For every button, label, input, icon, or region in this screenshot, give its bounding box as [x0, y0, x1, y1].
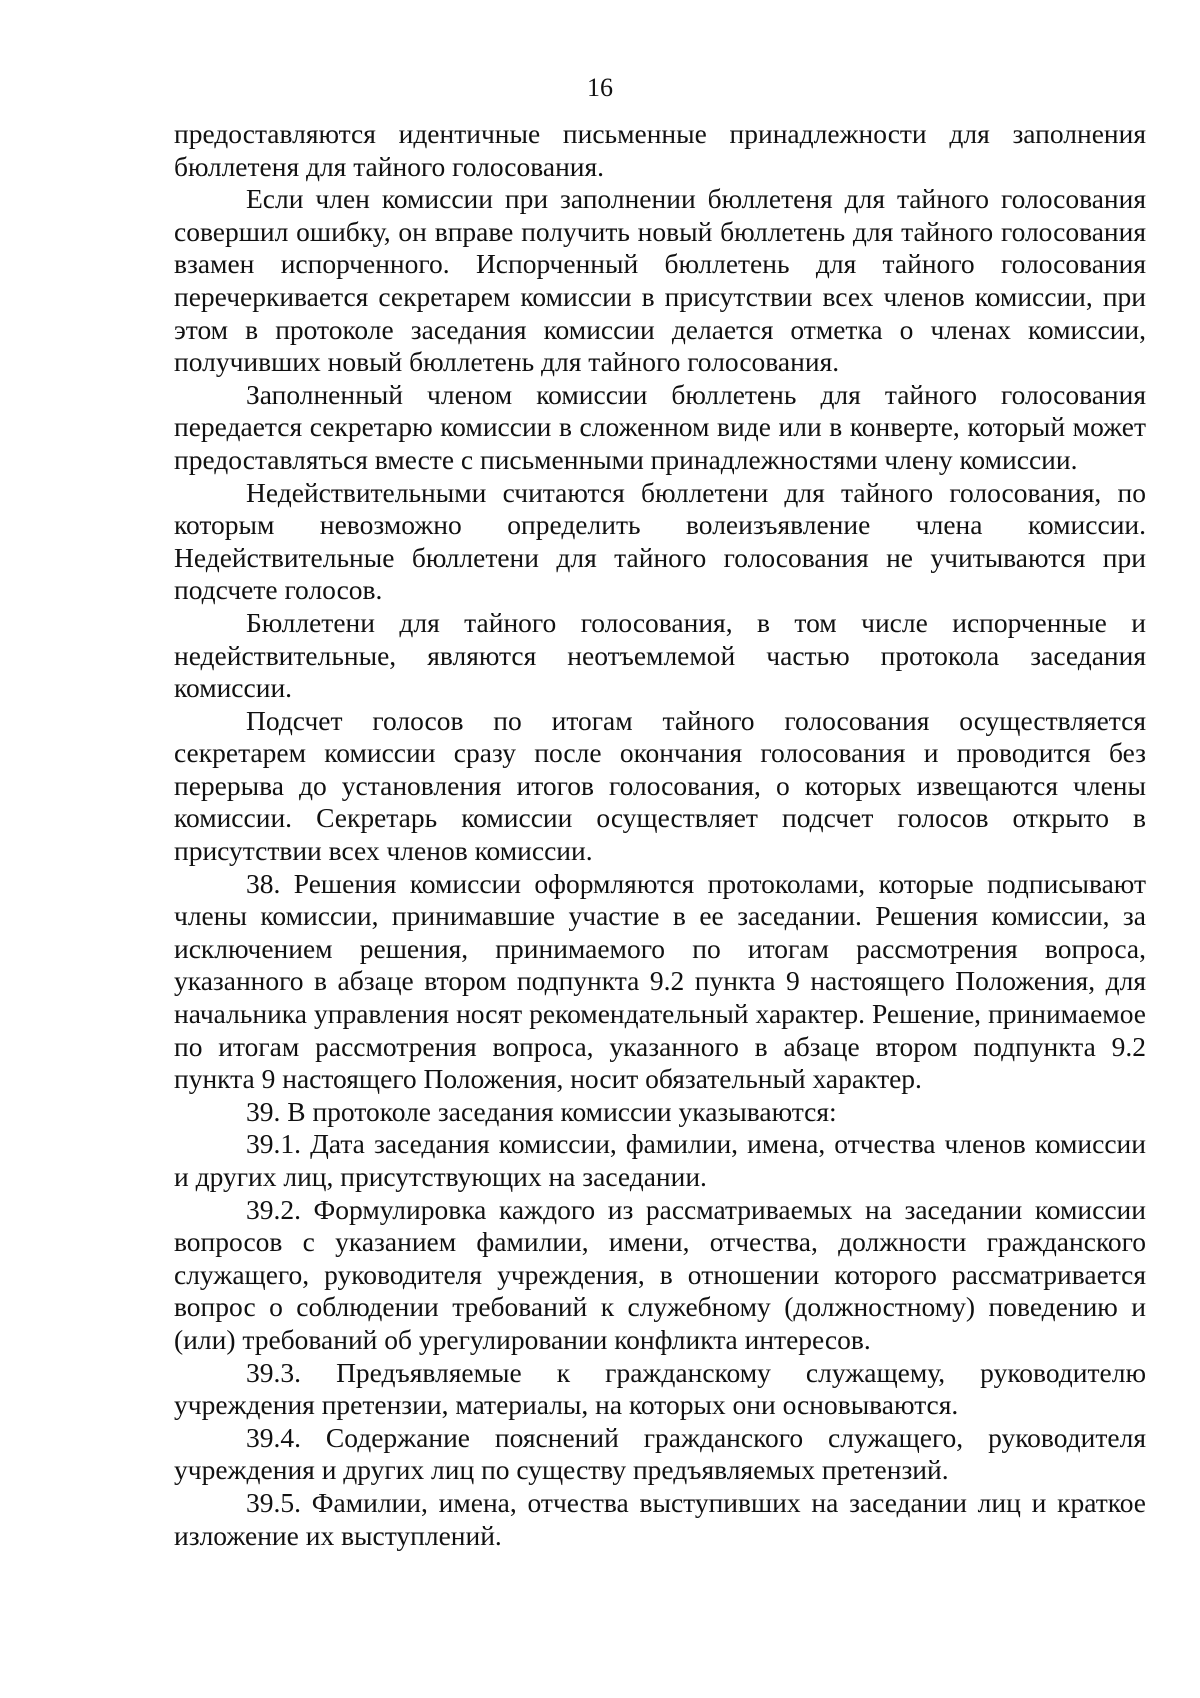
paragraph: Недействительными считаются бюллетени для тайного голосования, по которым невозможно определить волеизъявление члена комиссии. Недействительные бюллетени для тайного голосования не учитываются при подсчете голосов. [174, 476, 1146, 606]
paragraph-39-4: 39.4. Содержание пояснений гражданского служащего, руководителя учреждения и других лиц по существу предъявляемых претензий. [174, 1421, 1146, 1486]
paragraph: Подсчет голосов по итогам тайного голосования осуществляется секретарем комиссии сразу после окончания голосования и проводится без перерыва до установления итогов голосования, о которых извещаются члены комиссии. Секретарь комиссии осуществляет подсчет голосов открыто в присутствии всех членов комиссии. [174, 704, 1146, 867]
paragraph-39-5: 39.5. Фамилии, имена, отчества выступивших на заседании лиц и краткое изложение их выступлений. [174, 1486, 1146, 1551]
paragraph-38: 38. Решения комиссии оформляются протоколами, которые подписывают члены комиссии, принимавшие участие в ее заседании. Решения комиссии, за исключением решения, принимаемого по итогам рассмотрения вопроса, указанного в абзаце втором подпункта 9.2 пункта 9 настоящего Положения, для начальника управления носят рекомендательный характер. Решение, принимаемое по итогам рассмотрения вопроса, указанного в абзаце втором подпункта 9.2 пункта 9 настоящего Положения, носит обязательный характер. [174, 867, 1146, 1095]
paragraph-39-2: 39.2. Формулировка каждого из рассматриваемых на заседании комиссии вопросов с указанием фамилии, имени, отчества, должности гражданского служащего, руководителя учреждения, в отношении которого рассматривается вопрос о соблюдении требований к служебному (должностному) поведению и (или) требований об урегулировании конфликта интересов. [174, 1193, 1146, 1355]
page-number: 16 [587, 73, 613, 102]
paragraph: Бюллетени для тайного голосования, в том числе испорченные и недействительные, являются неотъемлемой частью протокола заседания комиссии. [174, 606, 1146, 704]
paragraph-39: 39. В протоколе заседания комиссии указываются: [246, 1095, 837, 1127]
paragraph: предоставляются идентичные письменные принадлежности для заполнения бюллетеня для тайного голосования. [174, 118, 1146, 182]
document-body [174, 118, 1146, 1552]
paragraph-39-1: 39.1. Дата заседания комиссии, фамилии, имена, отчества членов комиссии и других лиц, присутствующих на заседании. [174, 1128, 1146, 1192]
paragraph-39-3: 39.3. Предъявляемые к гражданскому служащему, руководителю учреждения претензии, материалы, на которых они основываются. [174, 1356, 1146, 1421]
paragraph: Заполненный членом комиссии бюллетень для тайного голосования передается секретарю комиссии в сложенном виде или в конверте, который может предоставляться вместе с письменными принадлежностями члену комиссии. [174, 378, 1146, 475]
paragraph: Если член комиссии при заполнении бюллетеня для тайного голосования совершил ошибку, он вправе получить новый бюллетень для тайного голосования взамен испорченного. Испорченный бюллетень для тайного голосования перечеркивается секретарем комиссии в присутствии всех членов комиссии, при этом в протоколе заседания комиссии делается отметка о членах комиссии, получивших новый бюллетень для тайного голосования. [174, 183, 1146, 378]
